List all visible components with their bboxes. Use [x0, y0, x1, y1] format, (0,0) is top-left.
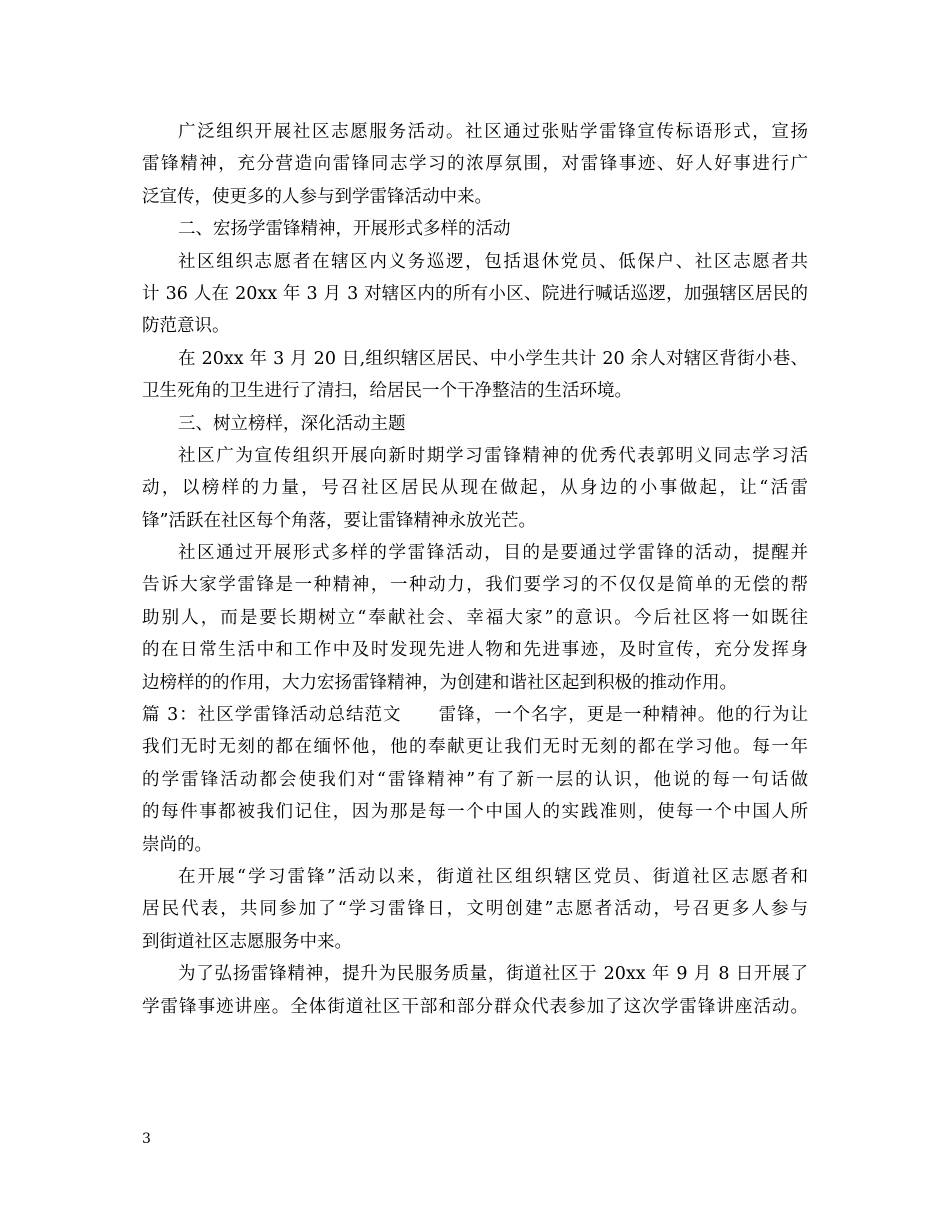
- text-line: 防范意识。: [142, 316, 230, 337]
- text-line: 在开展“学习雷锋”活动以来，街道社区组织辖区党员、街道社区志愿者和: [178, 866, 808, 887]
- text-line: 居民代表，共同参加了“学习雷锋日，文明创建”志愿者活动，号召更多人参与: [142, 899, 808, 920]
- text-line: 的每件事都被我们记住，因为那是每一个中国人的实践准则，使每一个中国人所: [142, 802, 808, 823]
- text-line: 动，以榜样的力量，号召社区居民从现在做起，从身边的小事做起，让“活雷: [142, 478, 808, 499]
- text-line: 学雷锋事迹讲座。全体街道社区干部和部分群众代表参加了这次学雷锋讲座活动。: [142, 996, 808, 1017]
- text-line: 为了弘扬雷锋精神，提升为民服务质量，街道社区于 20xx 年 9 月 8 日开展了: [178, 964, 808, 985]
- text-line: 告诉大家学雷锋是一种精神，一种动力，我们要学习的不仅仅是简单的无偿的帮: [142, 575, 808, 596]
- text-line: 计 36 人在 20xx 年 3 月 3 对辖区内的所有小区、院进行喊话巡逻，加强辖区居民的: [142, 283, 808, 304]
- text-line: 社区通过开展形式多样的学雷锋活动，目的是要通过学雷锋的活动，提醒并: [178, 543, 808, 564]
- text-line: 卫生死角的卫生进行了清扫，给居民一个干净整洁的生活环境。: [142, 381, 632, 402]
- text-line: 广泛组织开展社区志愿服务活动。社区通过张贴学雷锋宣传标语形式，宣扬: [178, 122, 808, 142]
- text-line: 的学雷锋活动都会使我们对“雷锋精神”有了新一层的认识，他说的每一句话做: [142, 769, 808, 790]
- text-line: 助别人，而是要长期树立“奉献社会、幸福大家”的意识。今后社区将一如既往: [142, 607, 808, 628]
- text-line: 在 20xx 年 3 月 20 日,组织辖区居民、中小学生共计 20 余人对辖区背街小巷、: [178, 348, 808, 369]
- text-line: 三、树立榜样，深化活动主题: [178, 413, 406, 434]
- page-number: 3: [142, 1131, 151, 1147]
- text-line: 边榜样的的作用，大力宏扬雷锋精神，为创建和谐社区起到积极的推动作用。: [142, 672, 737, 693]
- text-line: 锋”活跃在社区每个角落，要让雷锋精神永放光芒。: [142, 510, 536, 531]
- text-line: 雷锋精神，充分营造向雷锋同志学习的浓厚氛围，对雷锋事迹、好人好事进行广: [142, 154, 808, 175]
- text-line: 泛宣传，使更多的人参与到学雷锋活动中来。: [142, 186, 492, 207]
- text-line: 社区广为宣传组织开展向新时期学习雷锋精神的优秀代表郭明义同志学习活: [178, 445, 808, 466]
- text-line: 二、宏扬学雷锋精神，开展形式多样的活动: [178, 219, 511, 240]
- body-text: [142, 116, 808, 1023]
- text-line: 篇 3：社区学雷锋活动总结范文 雷锋，一个名字，更是一种精神。他的行为让: [142, 705, 808, 726]
- text-line: 的在日常生活中和工作中及时发现先进人物和先进事迹，及时宣传，充分发挥身: [142, 640, 808, 661]
- text-line: 崇尚的。: [142, 834, 212, 855]
- text-line: 社区组织志愿者在辖区内义务巡逻，包括退休党员、低保户、社区志愿者共: [178, 251, 808, 272]
- text-line: 我们无时无刻的都在缅怀他，他的奉献更让我们无时无刻的都在学习他。每一年: [142, 737, 808, 758]
- text-line: 到街道社区志愿服务中来。: [142, 931, 352, 952]
